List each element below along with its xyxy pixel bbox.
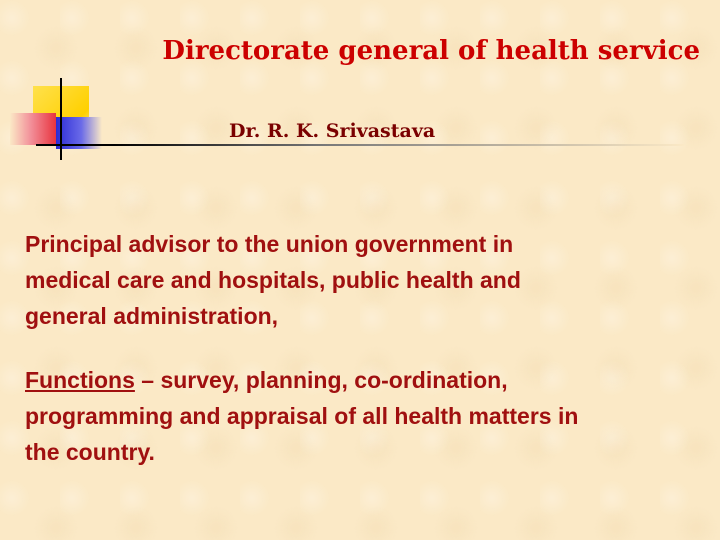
text-line: the country. xyxy=(25,439,155,465)
functions-line-text: – survey, planning, co-ordination, xyxy=(134,367,508,393)
vertical-rule xyxy=(60,78,62,160)
text-line: general administration, xyxy=(25,303,279,329)
text-line: medical care and hospitals, public health and xyxy=(25,267,521,293)
paragraph-advisor-role xyxy=(25,226,705,334)
functions-heading: Functions xyxy=(25,367,135,393)
red-square-shape xyxy=(10,113,56,145)
text-line: Principal advisor to the union government in xyxy=(25,231,514,257)
text-line xyxy=(25,362,705,398)
text-line: programming and appraisal of all health matters in xyxy=(25,403,579,429)
slide-subtitle: Dr. R. K. Srivastava xyxy=(229,120,436,142)
horizontal-rule xyxy=(36,144,684,146)
slide-title: Directorate general of health service xyxy=(162,36,700,66)
paragraph-functions xyxy=(25,362,705,470)
